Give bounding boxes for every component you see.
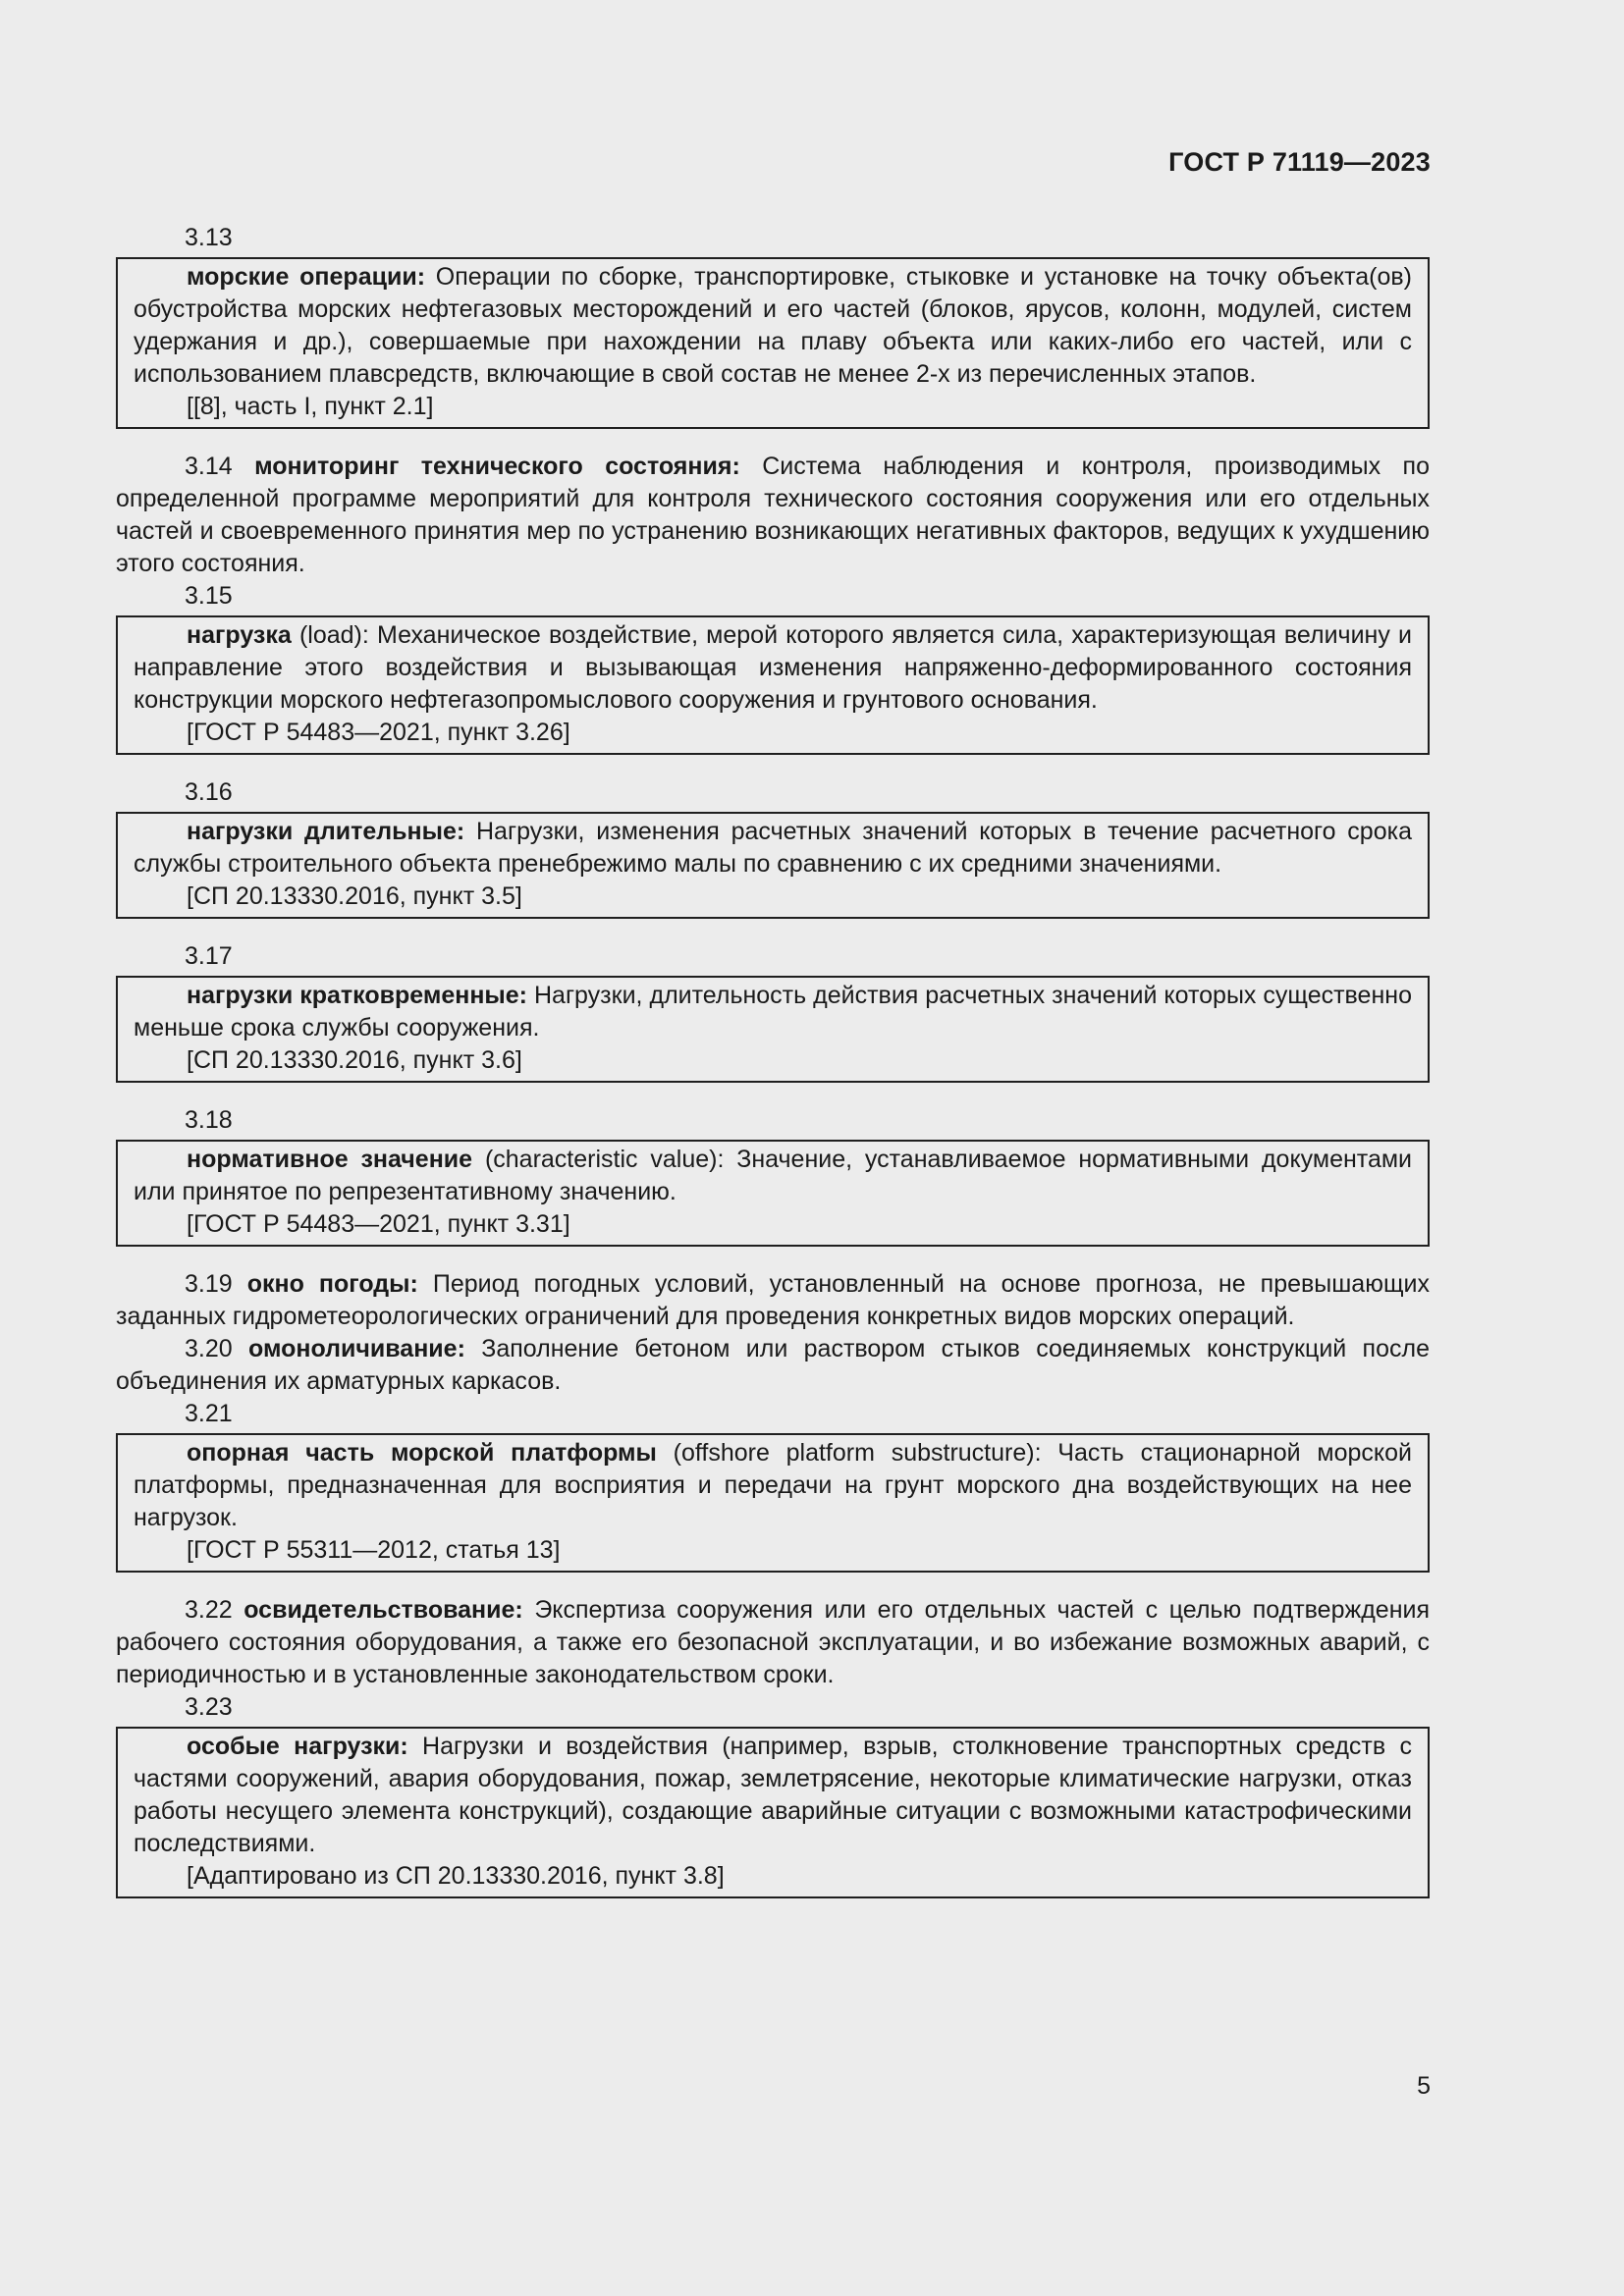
definition: (load): Механическое воздействие, мерой которого является сила, характеризующая величину и направление этого воздействия и вызывающая изменения напряженно-деформированного состояния конструкции морского нефтегазопромыслового сооружения и грунтового основания. xyxy=(134,621,1412,714)
definition-text xyxy=(134,619,1412,717)
entry-number: 3.15 xyxy=(185,582,233,610)
term: нагрузки кратковременные: xyxy=(187,982,527,1009)
entry-number: 3.21 xyxy=(185,1400,233,1427)
definition-paragraph-3-20 xyxy=(116,1333,1430,1398)
page-number: 5 xyxy=(1417,2072,1431,2100)
term: особые нагрузки: xyxy=(187,1733,408,1760)
source-reference: [[8], часть I, пункт 2.1] xyxy=(187,393,434,420)
definition-text xyxy=(134,261,1412,391)
terms-section xyxy=(116,222,1430,1920)
source-reference: [Адаптировано из СП 20.13330.2016, пункт 3.8] xyxy=(187,1862,725,1890)
source-reference: [ГОСТ Р 54483—2021, пункт 3.26] xyxy=(187,719,570,746)
entry-number: 3.23 xyxy=(185,1693,233,1721)
definition-box-3-21 xyxy=(116,1433,1430,1573)
definition: Нагрузки, изменения расчетных значений которых в течение расчетного срока службы строительного объекта пренебрежимо малы по сравнению с их средними значениями. xyxy=(134,818,1412,878)
definition-box-3-13 xyxy=(116,257,1430,429)
term: мониторинг технического состояния: xyxy=(254,453,740,480)
definition-text xyxy=(134,1437,1412,1534)
term: нагрузка xyxy=(187,621,292,649)
source-reference: [СП 20.13330.2016, пункт 3.5] xyxy=(187,882,522,910)
definition-box-3-18 xyxy=(116,1140,1430,1247)
entry-number: 3.14 xyxy=(185,453,233,480)
source-reference: [СП 20.13330.2016, пункт 3.6] xyxy=(187,1046,522,1074)
term: освидетельствование: xyxy=(244,1596,523,1624)
definition: Операции по сборке, транспортировке, стыковке и установке на точку объекта(ов) обустройства морских нефтегазовых месторождений и его частей (блоков, ярусов, колонн, модулей, систем удержания и др.), совершаемые при нахождении на плаву объекта или каких-либо его частей, или с использованием плавсредств, включающие в свой состав не менее 2-х из перечисленных этапов. xyxy=(134,263,1412,388)
definition-paragraph-3-19 xyxy=(116,1268,1430,1333)
term: нагрузки длительные: xyxy=(187,818,465,845)
definition-box-3-16 xyxy=(116,812,1430,919)
definition: Система наблюдения и контроля, производимых по определенной программе мероприятий для контроля технического состояния сооружения или его отдельных частей и своевременного принятия мер по устранению возникающих негативных факторов, ведущих к ухудшению этого состояния. xyxy=(116,453,1430,577)
entry-number: 3.20 xyxy=(185,1335,233,1362)
definition: Период погодных условий, установленный на основе прогноза, не превышающих заданных гидрометеорологических ограничений для проведения конкретных видов морских операций. xyxy=(116,1270,1430,1330)
entry-number: 3.22 xyxy=(185,1596,233,1624)
definition-text xyxy=(134,1144,1412,1208)
definition-box-3-23 xyxy=(116,1727,1430,1898)
source-reference: [ГОСТ Р 55311—2012, статья 13] xyxy=(187,1536,561,1564)
definition: Заполнение бетоном или раствором стыков соединяемых конструкций после объединения их арматурных каркасов. xyxy=(116,1335,1430,1395)
definition-text xyxy=(134,980,1412,1044)
term: омоноличивание: xyxy=(248,1335,465,1362)
definition: (characteristic value): Значение, устанавливаемое нормативными документами или принятое по репрезентативному значению. xyxy=(134,1146,1412,1205)
term: окно погоды: xyxy=(246,1270,418,1298)
definition-box-3-17 xyxy=(116,976,1430,1083)
definition: (offshore platform substructure): Часть стационарной морской платформы, предназначенная для восприятия и передачи на грунт морского дна воздействующих на нее нагрузок. xyxy=(134,1439,1412,1531)
entry-number: 3.17 xyxy=(185,942,233,970)
definition-paragraph-3-14 xyxy=(116,451,1430,580)
term: опорная часть морской платформы xyxy=(187,1439,657,1467)
definition: Экспертиза сооружения или его отдельных частей с целью подтверждения рабочего состояния оборудования, а также его безопасной эксплуатации, и во избежание возможных аварий, с периодичностью и в установленные законодательством сроки. xyxy=(116,1596,1431,1688)
definition-paragraph-3-22 xyxy=(116,1594,1430,1691)
source-reference: [ГОСТ Р 54483—2021, пункт 3.31] xyxy=(187,1210,570,1238)
definition: Нагрузки и воздействия (например, взрыв, столкновение транспортных средств с частями сооружений, авария оборудования, пожар, землетрясение, некоторые климатические нагрузки, отказ работы несущего элемента конструкций), создающие аварийные ситуации с возможными катастрофическими последствиями. xyxy=(134,1733,1412,1857)
entry-number: 3.19 xyxy=(185,1270,233,1298)
definition-text xyxy=(134,816,1412,881)
term: морские операции: xyxy=(187,263,426,291)
definition-text xyxy=(134,1731,1412,1860)
document-header: ГОСТ Р 71119—2023 xyxy=(1168,147,1431,177)
definition: Нагрузки, длительность действия расчетных значений которых существенно меньше срока службы сооружения. xyxy=(134,982,1412,1041)
term: нормативное значение xyxy=(187,1146,473,1173)
entry-number: 3.13 xyxy=(185,224,233,251)
entry-number: 3.18 xyxy=(185,1106,233,1134)
definition-box-3-15 xyxy=(116,615,1430,755)
entry-number: 3.16 xyxy=(185,778,233,806)
